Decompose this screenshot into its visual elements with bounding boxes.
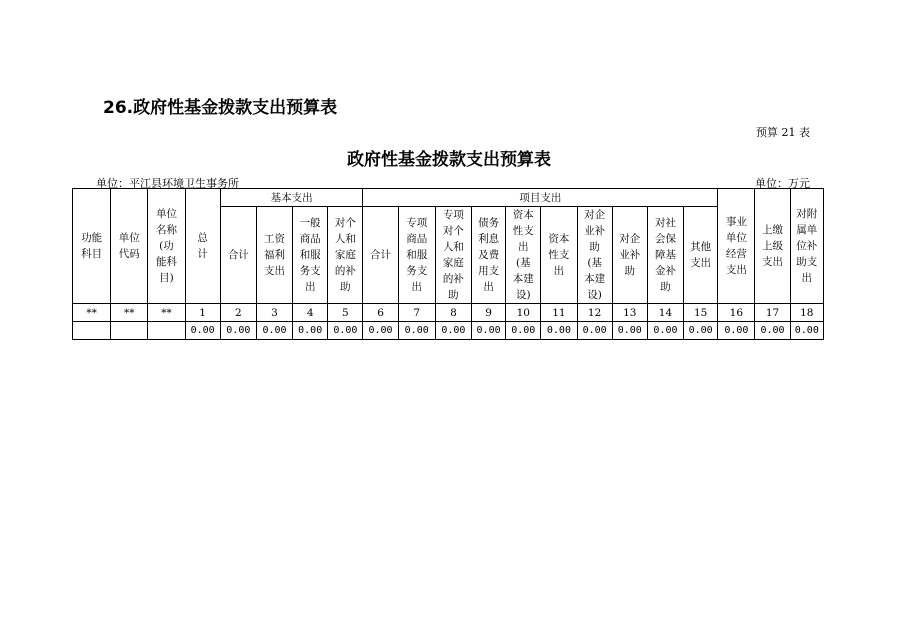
table-title: 政府性基金拨款支出预算表 (347, 150, 551, 170)
header-project-goods: 专项商品和服务支出 (398, 207, 435, 304)
table-cell: 0.00 (472, 322, 506, 340)
unit-name-label: 单位：平江县环境卫生事务所 (96, 177, 239, 190)
table-cell: 0.00 (435, 322, 471, 340)
header-func-subject: 功能科目 (73, 189, 111, 304)
table-cell: ** (148, 304, 185, 322)
header-project-personal: 专项对个人和家庭的补助 (435, 207, 471, 304)
table-row-index (73, 304, 824, 322)
table-cell: 7 (398, 304, 435, 322)
header-project-total: 合计 (363, 207, 398, 304)
header-total: 总计 (185, 189, 220, 304)
table-cell: 9 (472, 304, 506, 322)
table-cell: 0.00 (755, 322, 790, 340)
table-cell: 0.00 (718, 322, 755, 340)
table-cell: 0.00 (363, 322, 398, 340)
table-cell: 6 (363, 304, 398, 322)
currency-unit-label: 单位：万元 (755, 177, 810, 190)
header-project-group: 项目支出 (363, 189, 718, 207)
table-cell: ** (73, 304, 111, 322)
header-unit-name: 单位名称(功能科目) (148, 189, 185, 304)
table-cell: 16 (718, 304, 755, 322)
table-cell: 0.00 (220, 322, 256, 340)
header-project-enterprise-construction: 对企业补助(基本建设) (577, 207, 612, 304)
header-upper: 上缴上级支出 (755, 189, 790, 304)
table-cell: 0.00 (612, 322, 647, 340)
header-project-other: 其他支出 (684, 207, 718, 304)
table-cell (73, 322, 111, 340)
budget-table (72, 188, 824, 340)
table-cell: 0.00 (647, 322, 683, 340)
table-cell: 4 (293, 304, 328, 322)
table-cell: 15 (684, 304, 718, 322)
table-cell: 8 (435, 304, 471, 322)
table-cell: 12 (577, 304, 612, 322)
table-cell: 0.00 (790, 322, 823, 340)
table-cell: 1 (185, 304, 220, 322)
header-basic-personal: 对个人和家庭的补助 (328, 207, 363, 304)
table-cell: 0.00 (398, 322, 435, 340)
table-cell: 0.00 (185, 322, 220, 340)
table-cell: ** (111, 304, 148, 322)
table-cell: 11 (541, 304, 577, 322)
table-cell: 14 (647, 304, 683, 322)
header-project-debt: 债务利息及费用支出 (472, 207, 506, 304)
table-cell: 0.00 (328, 322, 363, 340)
table-cell: 0.00 (684, 322, 718, 340)
header-project-capital-construction: 资本性支出(基本建设) (506, 207, 541, 304)
table-cell: 5 (328, 304, 363, 322)
table-cell: 2 (220, 304, 256, 322)
section-heading: 26.政府性基金拨款支出预算表 (103, 98, 338, 118)
header-basic-group: 基本支出 (220, 189, 363, 207)
table-cell: 0.00 (577, 322, 612, 340)
header-business: 事业单位经营支出 (718, 189, 755, 304)
table-cell: 10 (506, 304, 541, 322)
table-cell (148, 322, 185, 340)
table-cell: 13 (612, 304, 647, 322)
table-cell: 0.00 (541, 322, 577, 340)
table-cell: 3 (256, 304, 292, 322)
table-number: 预算 21 表 (756, 126, 810, 139)
table-cell: 0.00 (506, 322, 541, 340)
table-cell: 0.00 (293, 322, 328, 340)
header-project-social-security: 对社会保障基金补助 (647, 207, 683, 304)
header-affiliated: 对附属单位补助支出 (790, 189, 823, 304)
table-cell: 0.00 (256, 322, 292, 340)
header-project-enterprise: 对企业补助 (612, 207, 647, 304)
header-basic-goods: 一般商品和服务支出 (293, 207, 328, 304)
header-unit-code: 单位代码 (111, 189, 148, 304)
header-basic-total: 合计 (220, 207, 256, 304)
header-basic-salary: 工资福利支出 (256, 207, 292, 304)
table-cell: 18 (790, 304, 823, 322)
table-row-values (73, 322, 824, 340)
header-project-capital: 资本性支出 (541, 207, 577, 304)
table-cell: 17 (755, 304, 790, 322)
table-cell (111, 322, 148, 340)
